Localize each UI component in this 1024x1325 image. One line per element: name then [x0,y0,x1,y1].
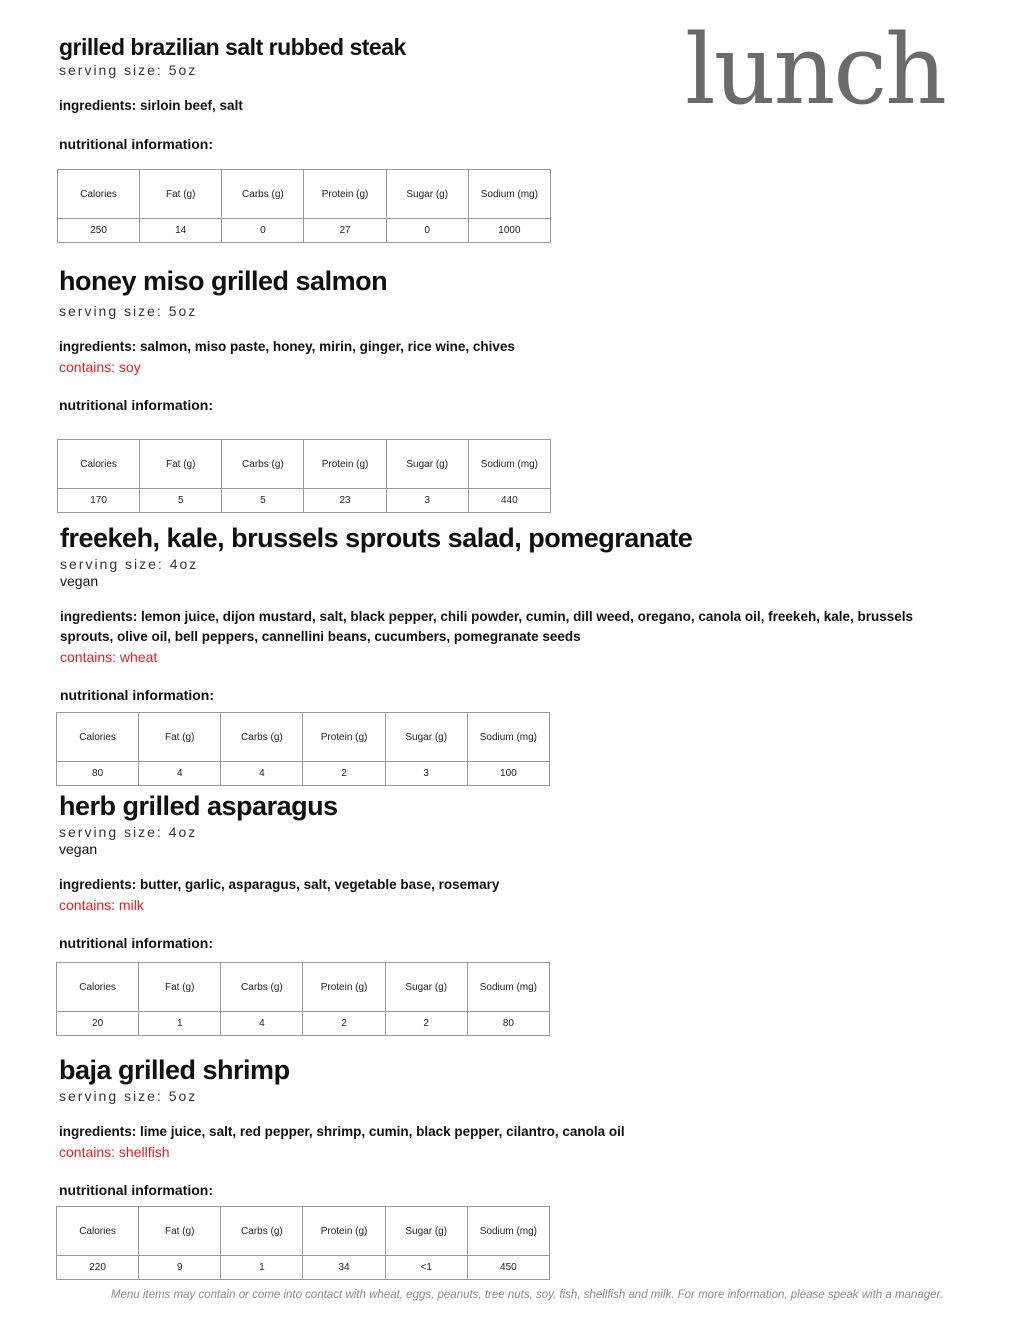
item-title: honey miso grilled salmon [59,266,388,296]
ingredients-label: ingredients: [59,1124,137,1140]
ingredients-line [60,607,945,647]
item-title: freekeh, kale, brussels sprouts salad, pomegranate [60,523,693,553]
header-calories: Calories [57,713,139,762]
value-fat: 1 [139,1012,221,1036]
ingredients-line [59,875,959,895]
nutrition-header-row [57,963,550,1012]
menu-item-shrimp [59,1055,959,1198]
nutrition-header-row [58,170,551,219]
value-carbs: 4 [221,762,303,786]
item-title: grilled brazilian salt rubbed steak [59,34,406,60]
value-calories: 250 [58,219,140,243]
menu-item-steak [59,34,959,152]
value-sugar: 0 [386,219,468,243]
allergen-warning: contains: milk [59,897,144,914]
header-carbs: Carbs (g) [221,1207,303,1256]
nutrition-values-row [57,762,550,786]
allergen-warning: contains: soy [59,359,141,376]
nutrition-header-row [57,713,550,762]
value-fat: 4 [139,762,221,786]
header-fat: Fat (g) [139,713,221,762]
value-fat: 14 [140,219,222,243]
header-sugar: Sugar (g) [385,713,467,762]
ingredients-text: sirloin beef, salt [140,98,243,114]
ingredients-label: ingredients: [59,98,137,114]
value-calories: 20 [57,1012,139,1036]
header-calories: Calories [57,1207,139,1256]
ingredients-label: ingredients: [59,877,137,893]
header-carbs: Carbs (g) [221,713,303,762]
nutrition-table-steak [57,169,551,243]
value-sugar: <1 [385,1256,467,1280]
nutrition-header-row [57,1207,550,1256]
header-carbs: Carbs (g) [222,440,304,489]
nutrition-label: nutritional information: [59,397,213,414]
header-carbs: Carbs (g) [221,963,303,1012]
nutrition-label: nutritional information: [59,136,213,153]
ingredients-label: ingredients: [59,339,137,355]
value-protein: 2 [303,1012,385,1036]
header-sugar: Sugar (g) [385,963,467,1012]
value-calories: 80 [57,762,139,786]
serving-size: serving size: 5oz [59,1088,198,1105]
nutrition-label: nutritional information: [59,1182,213,1199]
ingredients-line [59,1122,959,1142]
value-carbs: 4 [221,1012,303,1036]
header-sodium: Sodium (mg) [468,170,550,219]
nutrition-values-row [58,219,551,243]
header-fat: Fat (g) [140,170,222,219]
header-fat: Fat (g) [139,963,221,1012]
ingredients-text: salmon, miso paste, honey, mirin, ginger, rice wine, chives [140,339,515,355]
nutrition-table-freekeh-salad [56,712,550,786]
nutrition-label: nutritional information: [59,935,213,952]
menu-item-freekeh-salad [60,523,945,703]
value-sugar: 3 [386,489,468,513]
menu-item-salmon [59,266,959,413]
header-protein: Protein (g) [303,713,385,762]
value-protein: 34 [303,1256,385,1280]
value-sodium: 100 [467,762,549,786]
ingredients-text: butter, garlic, asparagus, salt, vegetable base, rosemary [140,877,500,893]
ingredients-text: lemon juice, dijon mustard, salt, black pepper, chili powder, cumin, dill weed, oregano, canola oil, freekeh, kale, brussels sprouts, olive oil, bell peppers, cannellini beans, cucumbers, pomegranate seeds [60,609,914,645]
header-protein: Protein (g) [304,440,386,489]
header-fat: Fat (g) [139,1207,221,1256]
value-sodium: 1000 [468,219,550,243]
value-carbs: 1 [221,1256,303,1280]
header-sugar: Sugar (g) [386,440,468,489]
page-heading: lunch [685,14,945,126]
nutrition-table-shrimp [56,1206,550,1280]
value-carbs: 0 [222,219,304,243]
nutrition-label: nutritional information: [60,687,214,704]
nutrition-values-row [57,1256,550,1280]
serving-size: serving size: 4oz [59,824,198,841]
ingredients-line [59,96,959,116]
ingredients-label: ingredients: [60,609,138,625]
header-protein: Protein (g) [303,1207,385,1256]
value-calories: 220 [57,1256,139,1280]
serving-size: serving size: 5oz [59,62,198,79]
allergen-warning: contains: shellfish [59,1144,170,1161]
ingredients-text: lime juice, salt, red pepper, shrimp, cumin, black pepper, cilantro, canola oil [140,1124,625,1140]
value-sugar: 3 [385,762,467,786]
serving-size: serving size: 4oz [60,556,199,573]
header-carbs: Carbs (g) [222,170,304,219]
vegan-tag: vegan [59,841,98,858]
serving-size: serving size: 5oz [59,303,198,320]
menu-item-asparagus [59,791,959,951]
value-sodium: 450 [467,1256,549,1280]
header-sodium: Sodium (mg) [467,963,549,1012]
nutrition-values-row [58,489,551,513]
value-protein: 27 [304,219,386,243]
header-protein: Protein (g) [304,170,386,219]
nutrition-table-salmon [57,439,551,513]
header-sodium: Sodium (mg) [467,1207,549,1256]
value-protein: 23 [304,489,386,513]
item-title: herb grilled asparagus [59,791,338,821]
header-fat: Fat (g) [140,440,222,489]
header-sugar: Sugar (g) [386,170,468,219]
allergen-disclaimer: Menu items may contain or come into contact with wheat, eggs, peanuts, tree nuts, soy, fish, shellfish and milk. For more information, please speak with a manager. [110,1289,944,1301]
nutrition-header-row [58,440,551,489]
header-protein: Protein (g) [303,963,385,1012]
value-fat: 9 [139,1256,221,1280]
header-sugar: Sugar (g) [385,1207,467,1256]
header-calories: Calories [58,440,140,489]
nutrition-table-asparagus [56,962,550,1036]
allergen-warning: contains: wheat [60,649,158,666]
item-title: baja grilled shrimp [59,1055,290,1085]
value-sugar: 2 [385,1012,467,1036]
nutrition-values-row [57,1012,550,1036]
value-sodium: 440 [468,489,550,513]
header-sodium: Sodium (mg) [467,713,549,762]
header-sodium: Sodium (mg) [468,440,550,489]
value-protein: 2 [303,762,385,786]
value-calories: 170 [58,489,140,513]
value-sodium: 80 [467,1012,549,1036]
value-carbs: 5 [222,489,304,513]
ingredients-line [59,337,959,357]
header-calories: Calories [58,170,140,219]
vegan-tag: vegan [60,573,99,590]
header-calories: Calories [57,963,139,1012]
value-fat: 5 [140,489,222,513]
